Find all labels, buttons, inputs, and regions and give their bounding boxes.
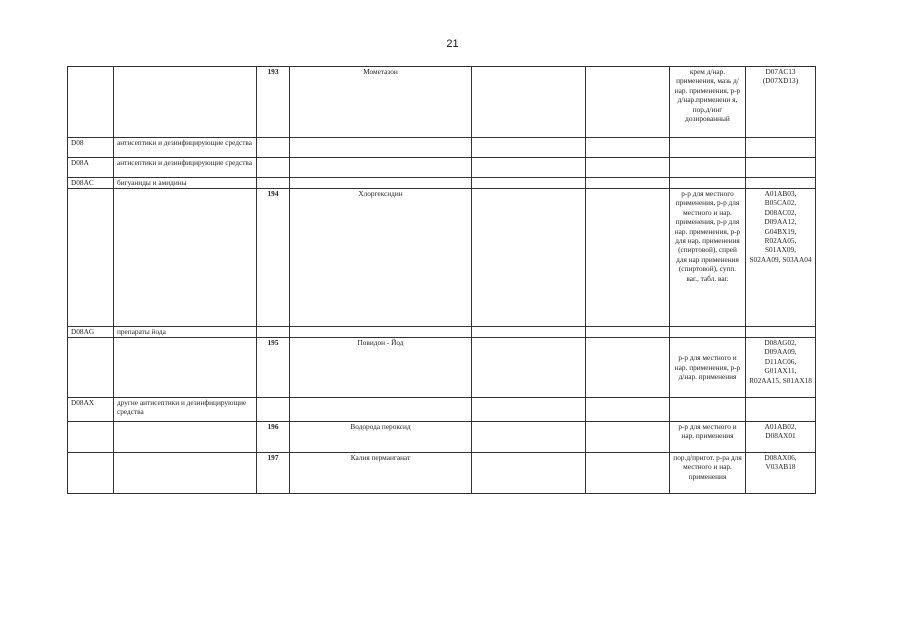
empty-cell bbox=[257, 327, 290, 338]
drug-name: Повидон - Йод bbox=[290, 338, 472, 398]
empty-cell bbox=[257, 138, 290, 158]
group-desc-cell: препараты йода bbox=[114, 327, 257, 338]
group-desc-cell bbox=[114, 189, 257, 327]
drug-name: Калия перманганат bbox=[290, 453, 472, 494]
empty-cell bbox=[472, 158, 586, 178]
dosage-form: пор.д/пригот. р-ра для местного и нар. применения bbox=[670, 453, 746, 494]
empty-cell bbox=[472, 453, 586, 494]
dosage-form: р-р для местного и нар. применения, р-р д/нар. применения bbox=[670, 338, 746, 398]
group-desc-cell: другие антисептики и дезинфицирующие средства bbox=[114, 398, 257, 422]
dosage-form: р-р для местного и нар. применения bbox=[670, 422, 746, 453]
atc-codes: D08AG02, D09AA09, D11AC06, G01AX11, R02AA15, S01AX18 bbox=[746, 338, 816, 398]
drug-number: 193 bbox=[257, 67, 290, 138]
empty-cell bbox=[290, 178, 472, 189]
empty-cell bbox=[472, 178, 586, 189]
group-desc-cell bbox=[114, 422, 257, 453]
group-desc-cell: антисептики и дезинфицирующие средства bbox=[114, 138, 257, 158]
group-desc-cell bbox=[114, 453, 257, 494]
empty-cell bbox=[586, 158, 670, 178]
empty-cell bbox=[670, 138, 746, 158]
atc-code-cell bbox=[68, 67, 114, 138]
empty-cell bbox=[586, 178, 670, 189]
group-desc-cell: антисептики и дезинфицирующие средства bbox=[114, 158, 257, 178]
drug-number: 197 bbox=[257, 453, 290, 494]
table-row bbox=[68, 422, 816, 453]
empty-cell bbox=[290, 398, 472, 422]
group-desc-cell bbox=[114, 338, 257, 398]
drug-name: Водорода пероксид bbox=[290, 422, 472, 453]
drug-classification-table bbox=[67, 66, 816, 494]
group-desc-cell: бигуаниды и амидины bbox=[114, 178, 257, 189]
atc-codes: D07AC13 (D07XD13) bbox=[746, 67, 816, 138]
empty-cell bbox=[586, 422, 670, 453]
drug-number: 196 bbox=[257, 422, 290, 453]
empty-cell bbox=[746, 398, 816, 422]
empty-cell bbox=[472, 338, 586, 398]
dosage-form: крем д/нар. применения, мазь д/нар. применения, р-р д/нар.применени я, пор.д/инг дозированный bbox=[670, 67, 746, 138]
empty-cell bbox=[290, 138, 472, 158]
empty-cell bbox=[746, 138, 816, 158]
empty-cell bbox=[472, 67, 586, 138]
empty-cell bbox=[746, 327, 816, 338]
empty-cell bbox=[670, 327, 746, 338]
drug-name: Мометазон bbox=[290, 67, 472, 138]
empty-cell bbox=[290, 158, 472, 178]
atc-code-cell: D08AC bbox=[68, 178, 114, 189]
atc-code-cell bbox=[68, 453, 114, 494]
table-row bbox=[68, 338, 816, 398]
empty-cell bbox=[746, 178, 816, 189]
atc-code-cell: D08A bbox=[68, 158, 114, 178]
empty-cell bbox=[472, 327, 586, 338]
empty-cell bbox=[586, 453, 670, 494]
empty-cell bbox=[472, 138, 586, 158]
atc-code-cell: D08AG bbox=[68, 327, 114, 338]
empty-cell bbox=[586, 398, 670, 422]
atc-code-cell: D08 bbox=[68, 138, 114, 158]
group-desc-cell bbox=[114, 67, 257, 138]
atc-codes: A01AB03, B05CA02, D08AC02, D09AA12, G04BX19, R02AA05, S01AX09, S02AA09, S03AA04 bbox=[746, 189, 816, 327]
table-row bbox=[68, 158, 816, 178]
table-row bbox=[68, 138, 816, 158]
empty-cell bbox=[257, 158, 290, 178]
atc-code-cell: D08AX bbox=[68, 398, 114, 422]
empty-cell bbox=[586, 338, 670, 398]
table-row bbox=[68, 67, 816, 138]
empty-cell bbox=[257, 398, 290, 422]
empty-cell bbox=[670, 178, 746, 189]
empty-cell bbox=[472, 398, 586, 422]
empty-cell bbox=[586, 327, 670, 338]
drug-name: Хлоргексидин bbox=[290, 189, 472, 327]
atc-codes: A01AB02, D08AX01 bbox=[746, 422, 816, 453]
empty-cell bbox=[472, 422, 586, 453]
drug-number: 194 bbox=[257, 189, 290, 327]
empty-cell bbox=[746, 158, 816, 178]
empty-cell bbox=[586, 138, 670, 158]
table-row bbox=[68, 453, 816, 494]
empty-cell bbox=[586, 67, 670, 138]
empty-cell bbox=[670, 158, 746, 178]
table-row bbox=[68, 189, 816, 327]
atc-codes: D08AX06, V03AB18 bbox=[746, 453, 816, 494]
table-row bbox=[68, 327, 816, 338]
table-row bbox=[68, 398, 816, 422]
empty-cell bbox=[586, 189, 670, 327]
empty-cell bbox=[472, 189, 586, 327]
table-row bbox=[68, 178, 816, 189]
atc-code-cell bbox=[68, 338, 114, 398]
atc-code-cell bbox=[68, 422, 114, 453]
atc-code-cell bbox=[68, 189, 114, 327]
page-number: 21 bbox=[446, 38, 459, 50]
drug-number: 195 bbox=[257, 338, 290, 398]
empty-cell bbox=[290, 327, 472, 338]
dosage-form: р-р для местного применения, р-р для местного и нар. применения, р-р для нар. применения, р-р для нар. применения (спиртовой), спрей для нар применения (спиртовой), супп. ваг., табл. ваг. bbox=[670, 189, 746, 327]
empty-cell bbox=[257, 178, 290, 189]
empty-cell bbox=[670, 398, 746, 422]
